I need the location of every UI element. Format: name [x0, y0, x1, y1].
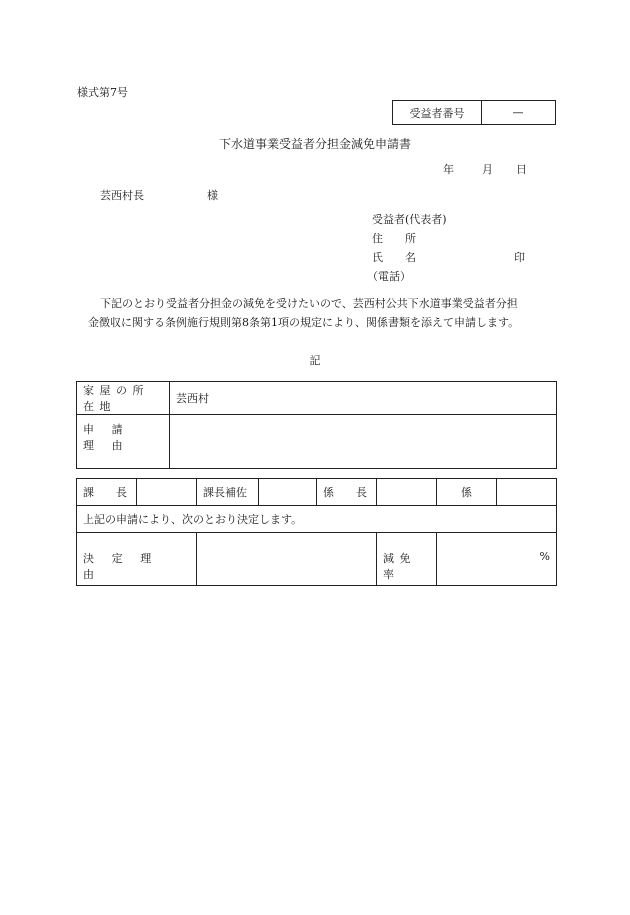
- date-day: 日: [516, 163, 527, 176]
- percent-sign: %: [539, 550, 550, 563]
- date-year: 年: [443, 163, 454, 176]
- kakaricho-label: 係 長: [317, 479, 377, 506]
- body-text-line-1: 下記のとおり受益者分担金の減免を受けたいので、芸西村公共下水道事業受益者分担: [100, 297, 518, 310]
- decision-reason-label: 決定理由: [83, 552, 169, 581]
- body-text-line-2: 金徴収に関する条例施行規則第8条第1項の規定により、関係書類を添えて申請します。: [88, 316, 520, 329]
- seal-mark: 印: [514, 251, 525, 264]
- reason-label: 申請理由: [83, 423, 141, 452]
- kakari-label: 係: [437, 479, 497, 506]
- date-month: 月: [482, 163, 493, 176]
- decision-reason-input[interactable]: [197, 533, 377, 586]
- ki-heading: 記: [309, 354, 321, 367]
- beneficiary-number-value[interactable]: —: [512, 106, 524, 119]
- addressee-name: 芸西村長: [100, 189, 144, 202]
- reduction-rate-input[interactable]: [437, 533, 557, 586]
- page-title: 下水道事業受益者分担金減免申請書: [218, 137, 411, 151]
- details-table: [76, 381, 557, 469]
- kakari-stamp[interactable]: [497, 479, 557, 506]
- reduction-rate-label: 減免率: [383, 552, 416, 581]
- applicant-name-label: 氏 名: [372, 251, 416, 264]
- reason-input[interactable]: [170, 415, 557, 469]
- kacho-stamp[interactable]: [137, 479, 197, 506]
- kacho-hosa-label: 課長補佐: [197, 479, 259, 506]
- location-value[interactable]: 芸西村: [170, 382, 557, 415]
- beneficiary-number-label: 受益者番号: [393, 101, 482, 124]
- beneficiary-number-box: [392, 100, 556, 125]
- approval-table: [76, 478, 557, 586]
- form-number: 様式第7号: [77, 86, 128, 99]
- decision-text: 上記の申請により、次のとおり決定します。: [77, 506, 557, 533]
- applicant-phone-label: （電話）: [367, 270, 411, 283]
- location-label: 家屋の所在地: [77, 382, 170, 415]
- kakaricho-stamp[interactable]: [377, 479, 437, 506]
- addressee-honorific: 様: [207, 189, 218, 202]
- kacho-label: 課 長: [77, 479, 137, 506]
- kacho-hosa-stamp[interactable]: [259, 479, 317, 506]
- applicant-heading: 受益者(代表者): [372, 213, 447, 226]
- applicant-address-label: 住 所: [372, 232, 416, 245]
